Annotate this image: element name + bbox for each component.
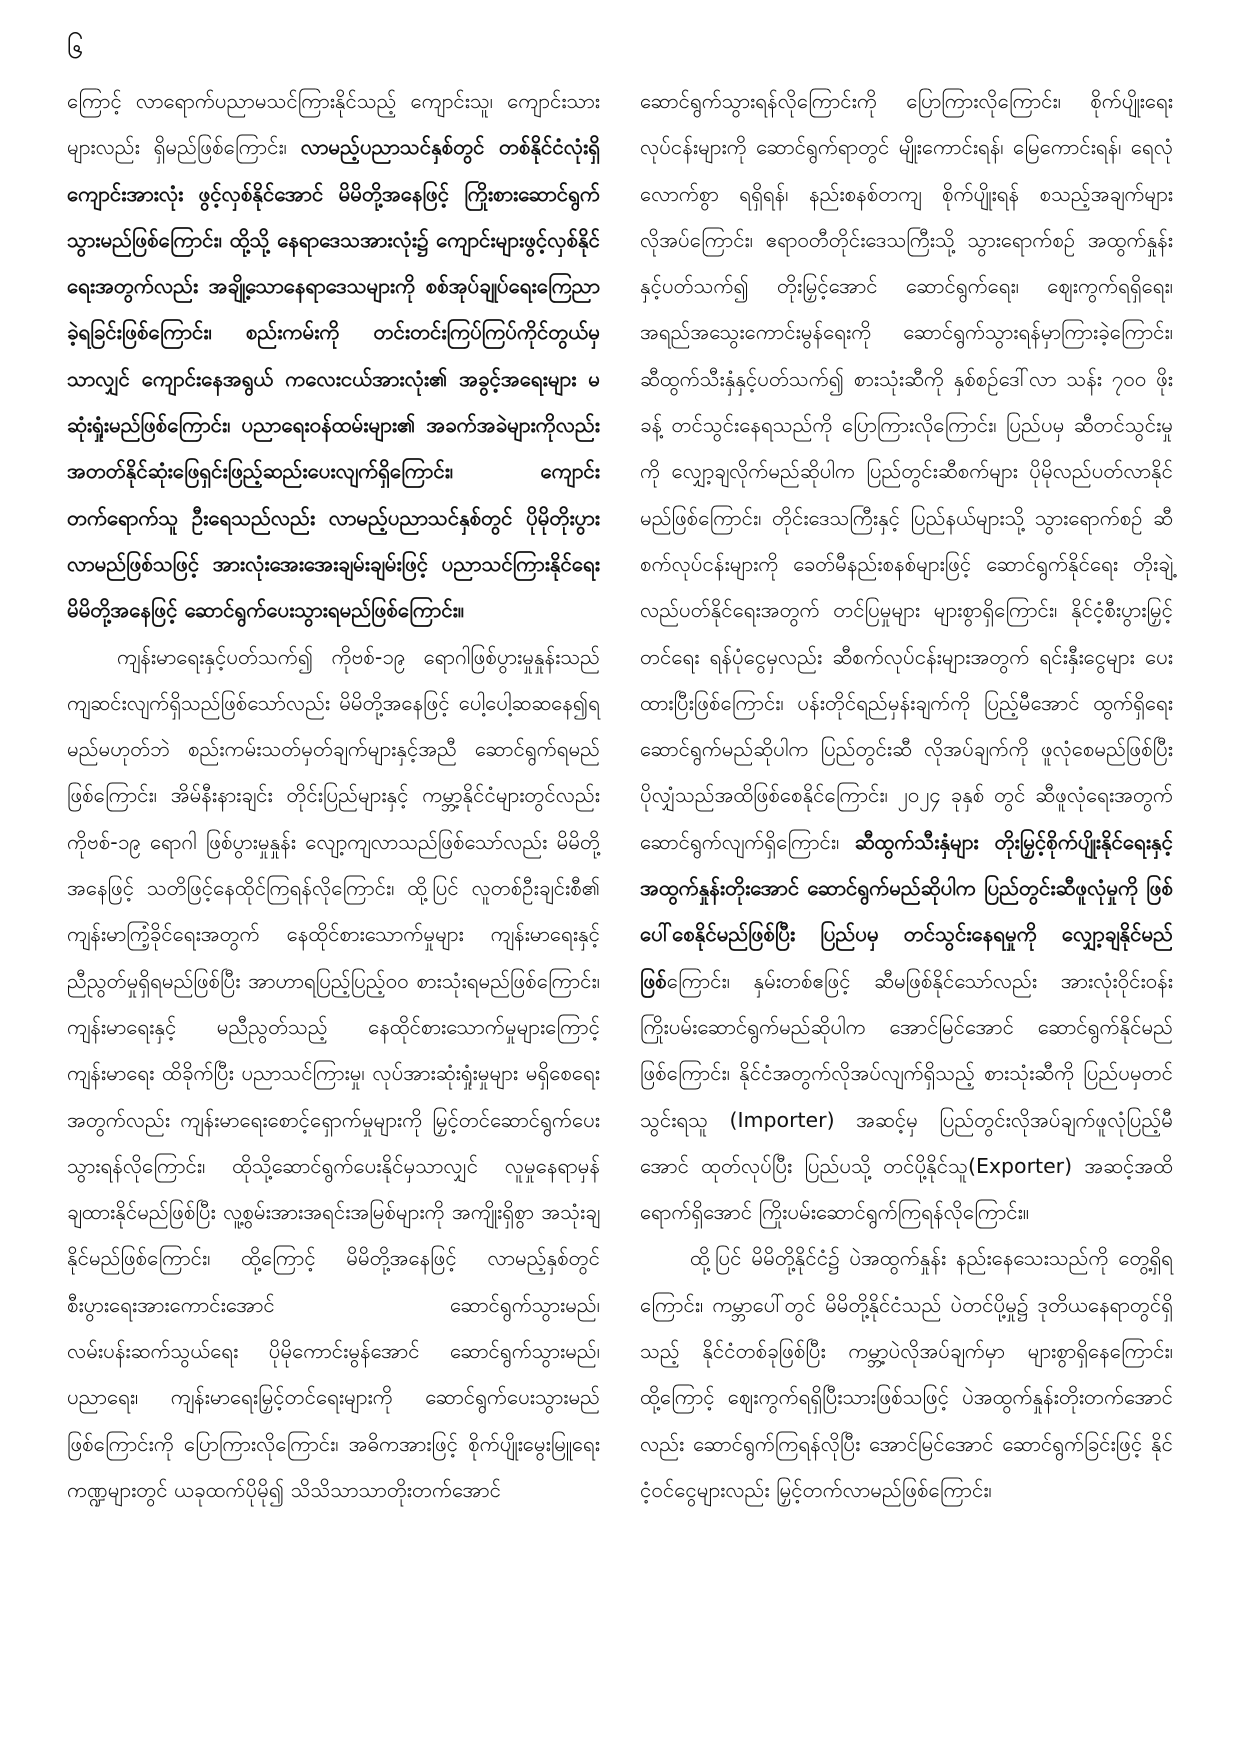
page-number: ၆ xyxy=(67,31,84,66)
right-paragraph-2: ထို့ပြင် မိမိတို့နိုင်ငံ၌ ပဲအထွက်နှုန်း နည်းနေသေးသည်ကို တွေ့ရှိရကြောင်း၊ ကမ္ဘာပေါ်တွင် မိမိတို့နိုင်ငံသည် ပဲတင်ပို့မှု၌ ဒုတိယနေရာတွင်ရှိသည့် နိုင်ငံတစ်ခုဖြစ်ပြီး ကမ္ဘာ့ပဲလိုအပ်ချက်မှာ များစွာရှိနေကြောင်း၊ ထို့ကြောင့် ဈေးကွက်ရရှိပြီးသားဖြစ်သဖြင့် ပဲအထွက်နှုန်းတိုးတက်အောင်လည်း ဆောင်ရွက်ကြရန်လိုပြီး အောင်မြင်အောင် ဆောင်ရွက်ခြင်းဖြင့် နိုင်ငံ့ဝင်ငွေများလည်း မြှင့်တက်လာမည်ဖြစ်ကြောင်း၊ xyxy=(640,1246,1173,1502)
right-paragraph-1 xyxy=(640,78,1173,1235)
right-paragraph-1-text: ဆောင်ရွက်သွားရန်လိုကြောင်းကို ပြောကြားလိုကြောင်း၊ စိုက်ပျိုးရေးလုပ်ငန်းများကို ဆောင်ရွက်ရာတွင် မျိုးကောင်းရန်၊ မြေကောင်းရန်၊ ရေလုံလောက်စွာ ရရှိရန်၊ နည်းစနစ်တကျ စိုက်ပျိုးရန် စသည့်အချက်များ လိုအပ်ကြောင်း၊ ဧရာဝတီတိုင်းဒေသကြီးသို့ သွားရောက်စဉ် အထွက်နှုန်းနှင့်ပတ်သက်၍ တိုးမြှင့်အောင် ဆောင်ရွက်ရေး၊ ဈေးကွက်ရရှိရေး၊ အရည်အသွေးကောင်းမွန်ရေးကို ဆောင်ရွက်သွားရန်မှာကြားခဲ့ကြောင်း၊ ဆီထွက်သီးနှံနှင့်ပတ်သက်၍ စားသုံးဆီကို နှစ်စဉ်ဒေါ်လာ သန်း ၇၀၀ ဖိုးခန့် တင်သွင်းနေရသည်ကို ပြောကြားလိုကြောင်း၊ ပြည်ပမှ ဆီတင်သွင်းမှုကို လျှော့ချလိုက်မည်ဆိုပါက ပြည်တွင်းဆီစက်များ ပိုမိုလည်ပတ်လာနိုင်မည်ဖြစ်ကြောင်း၊ တိုင်းဒေသကြီးနှင့် ပြည်နယ်များသို့ သွားရောက်စဉ် ဆီစက်လုပ်ငန်းများကို ခေတ်မီနည်းစနစ်များဖြင့် ဆောင်ရွက်နိုင်ရေး တိုးချဲ့လည်ပတ်နိုင်ရေးအတွက် တင်ပြမှုများ များစွာရှိကြောင်း၊ နိုင်ငံ့စီးပွားမြှင့်တင်ရေး ရန်ပုံငွေမှလည်း ဆီစက်လုပ်ငန်းများအတွက် ရင်းနှီးငွေများ ပေးထားပြီးဖြစ်ကြောင်း၊ ပန်းတိုင်ရည်မှန်းချက်ကို ပြည့်မီအောင် ထွက်ရှိရေးဆောင်ရွက်မည်ဆိုပါက ပြည်တွင်းဆီ လိုအပ်ချက်ကို ဖူလုံစေမည်ဖြစ်ပြီး ပိုလျှံသည်အထိဖြစ်စေနိုင်ကြောင်း၊ ၂၀၂၄ ခုနှစ် တွင် ဆီဖူလုံရေးအတွက် ဆောင်ရွက်လျက်ရှိကြောင်း၊ xyxy=(640,89,1173,854)
left-paragraph-1-text: ကြောင့် လာရောက်ပညာမသင်ကြားနိုင်သည့် ကျောင်းသူ၊ ကျောင်းသားများလည်း ရှိမည်ဖြစ်ကြောင်း၊ xyxy=(67,89,600,160)
right-paragraph-1-tail: ကြောင်း၊ နှမ်းတစ်ဧဖြင့် ဆီမဖြစ်နိုင်သော်လည်း အားလုံးဝိုင်းဝန်းကြိုးပမ်းဆောင်ရွက်မည်ဆိုပါက အောင်မြင်အောင် ဆောင်ရွက်နိုင်မည်ဖြစ်ကြောင်း၊ နိုင်ငံအတွက်လိုအပ်လျက်ရှိသည့် စားသုံးဆီကို ပြည်ပမှတင်သွင်းရသူ (Importer) အဆင့်မှ ပြည်တွင်းလိုအပ်ချက်ဖူလုံပြည့်မီအောင် ထုတ်လုပ်ပြီး ပြည်ပသို့ တင်ပို့နိုင်သူ(Exporter) အဆင့်အထိရောက်ရှိအောင် ကြိုးပမ်းဆောင်ရွက်ကြရန်လိုကြောင်း။ xyxy=(640,968,1173,1225)
right-paragraph-1-bold: ဆီထွက်သီးနှံများ တိုးမြှင့်စိုက်ပျိုးနိုင်ရေးနှင့် အထွက်နှုန်းတိုးအောင် ဆောင်ရွက်မည်ဆိုပါက ပြည်တွင်းဆီဖူလုံမှုကို ဖြစ်ပေါ်စေနိုင်မည်ဖြစ်ပြီး ပြည်ပမှ တင်သွင်းနေရမှုကို လျှော့ချနိုင်မည်ဖြစ် xyxy=(640,829,1173,993)
left-paragraph-2: ကျန်းမာရေးနှင့်ပတ်သက်၍ ကိုဗစ်-၁၉ ရောဂါဖြစ်ပွားမှုနှုန်းသည် ကျဆင်းလျက်ရှိသည်ဖြစ်သော်လည်း မိမိတို့အနေဖြင့် ပေါ့ပေါ့ဆဆနေ၍ရမည်မဟုတ်ဘဲ စည်းကမ်းသတ်မှတ်ချက်များနှင့်အညီ ဆောင်ရွက်ရမည်ဖြစ်ကြောင်း၊ အိမ်နီးနားချင်း တိုင်းပြည်များနှင့် ကမ္ဘာ့နိုင်ငံများတွင်လည်း ကိုဗစ်-၁၉ ရောဂါ ဖြစ်ပွားမှုနှုန်း လျော့ကျလာသည်ဖြစ်သော်လည်း မိမိတို့အနေဖြင့် သတိဖြင့်နေထိုင်ကြရန်လိုကြောင်း၊ ထို့ပြင် လူတစ်ဦးချင်းစီ၏ ကျန်းမာကြံ့ခိုင်ရေးအတွက် နေထိုင်စားသောက်မှုများ ကျန်းမာရေးနှင့်ညီညွတ်မှုရှိရမည်ဖြစ်ပြီး အာဟာရပြည့်ပြည့်ဝဝ စားသုံးရမည်ဖြစ်ကြောင်း၊ ကျန်းမာရေးနှင့် မညီညွတ်သည့် နေထိုင်စားသောက်မှုများကြောင့် ကျန်းမာရေး ထိခိုက်ပြီး ပညာသင်ကြားမှု၊ လုပ်အားဆုံးရှုံးမှုများ မရှိစေရေးအတွက်လည်း ကျန်းမာရေးစောင့်ရှောက်မှုများကို မြှင့်တင်ဆောင်ရွက်ပေးသွားရန်လိုကြောင်း၊ ထိုသို့ဆောင်ရွက်ပေးနိုင်မှသာလျှင် လူမှုနေရာမှန်ချထားနိုင်မည်ဖြစ်ပြီး လူ့စွမ်းအားအရင်းအမြစ်များကို အကျိုးရှိစွာ အသုံးချနိုင်မည်ဖြစ်ကြောင်း၊ ထို့ကြောင့် မိမိတို့အနေဖြင့် လာမည့်နှစ်တွင် စီးပွားရေးအားကောင်းအောင် ဆောင်ရွက်သွားမည်၊ လမ်းပန်းဆက်သွယ်ရေး ပိုမိုကောင်းမွန်အောင် ဆောင်ရွက်သွားမည်၊ ပညာရေး၊ ကျန်းမာရေးမြှင့်တင်ရေးများကို ဆောင်ရွက်ပေးသွားမည်ဖြစ်ကြောင်းကို ပြောကြားလိုကြောင်း၊ အဓိကအားဖြင့် စိုက်ပျိုးမွေးမြူရေး ကဏ္ဍများတွင် ယခုထက်ပိုမို၍ သိသိသာသာတိုးတက်အောင် xyxy=(67,644,600,1502)
left-column xyxy=(67,78,600,1513)
left-paragraph-1 xyxy=(67,78,600,634)
left-paragraph-1-bold: လာမည့်ပညာသင်နှစ်တွင် တစ်နိုင်ငံလုံးရှိ ကျောင်းအားလုံး ဖွင့်လှစ်နိုင်အောင် မိမိတို့အနေဖြင့် ကြိုးစားဆောင်ရွက်သွားမည်ဖြစ်ကြောင်း၊ ထို့သို့ နေရာဒေသအားလုံး၌ ကျောင်းများဖွင့်လှစ်နိုင်ရေးအတွက်လည်း အချို့သောနေရာဒေသများကို စစ်အုပ်ချုပ်ရေးကြေညာခဲ့ရခြင်းဖြစ်ကြောင်း၊ စည်းကမ်းကို တင်းတင်းကြပ်ကြပ်ကိုင်တွယ်မှသာလျှင် ကျောင်းနေအရွယ် ကလေးငယ်အားလုံး၏ အခွင့်အရေးများ မဆုံးရှုံးမည်ဖြစ်ကြောင်း၊ ပညာရေးဝန်ထမ်းများ၏ အခက်အခဲများကိုလည်း အတတ်နိုင်ဆုံးဖြေရှင်းဖြည့်ဆည်းပေးလျက်ရှိကြောင်း၊ ကျောင်းတက်ရောက်သူ ဦးရေသည်လည်း လာမည့်ပညာသင်နှစ်တွင် ပိုမိုတိုးပွားလာမည်ဖြစ်သဖြင့် အားလုံးအေးအေးချမ်းချမ်းဖြင့် ပညာသင်ကြားနိုင်ရေး မိမိတို့အနေဖြင့် ဆောင်ရွက်ပေးသွားရမည်ဖြစ်ကြောင်း။ xyxy=(67,135,600,623)
right-column xyxy=(640,78,1173,1513)
